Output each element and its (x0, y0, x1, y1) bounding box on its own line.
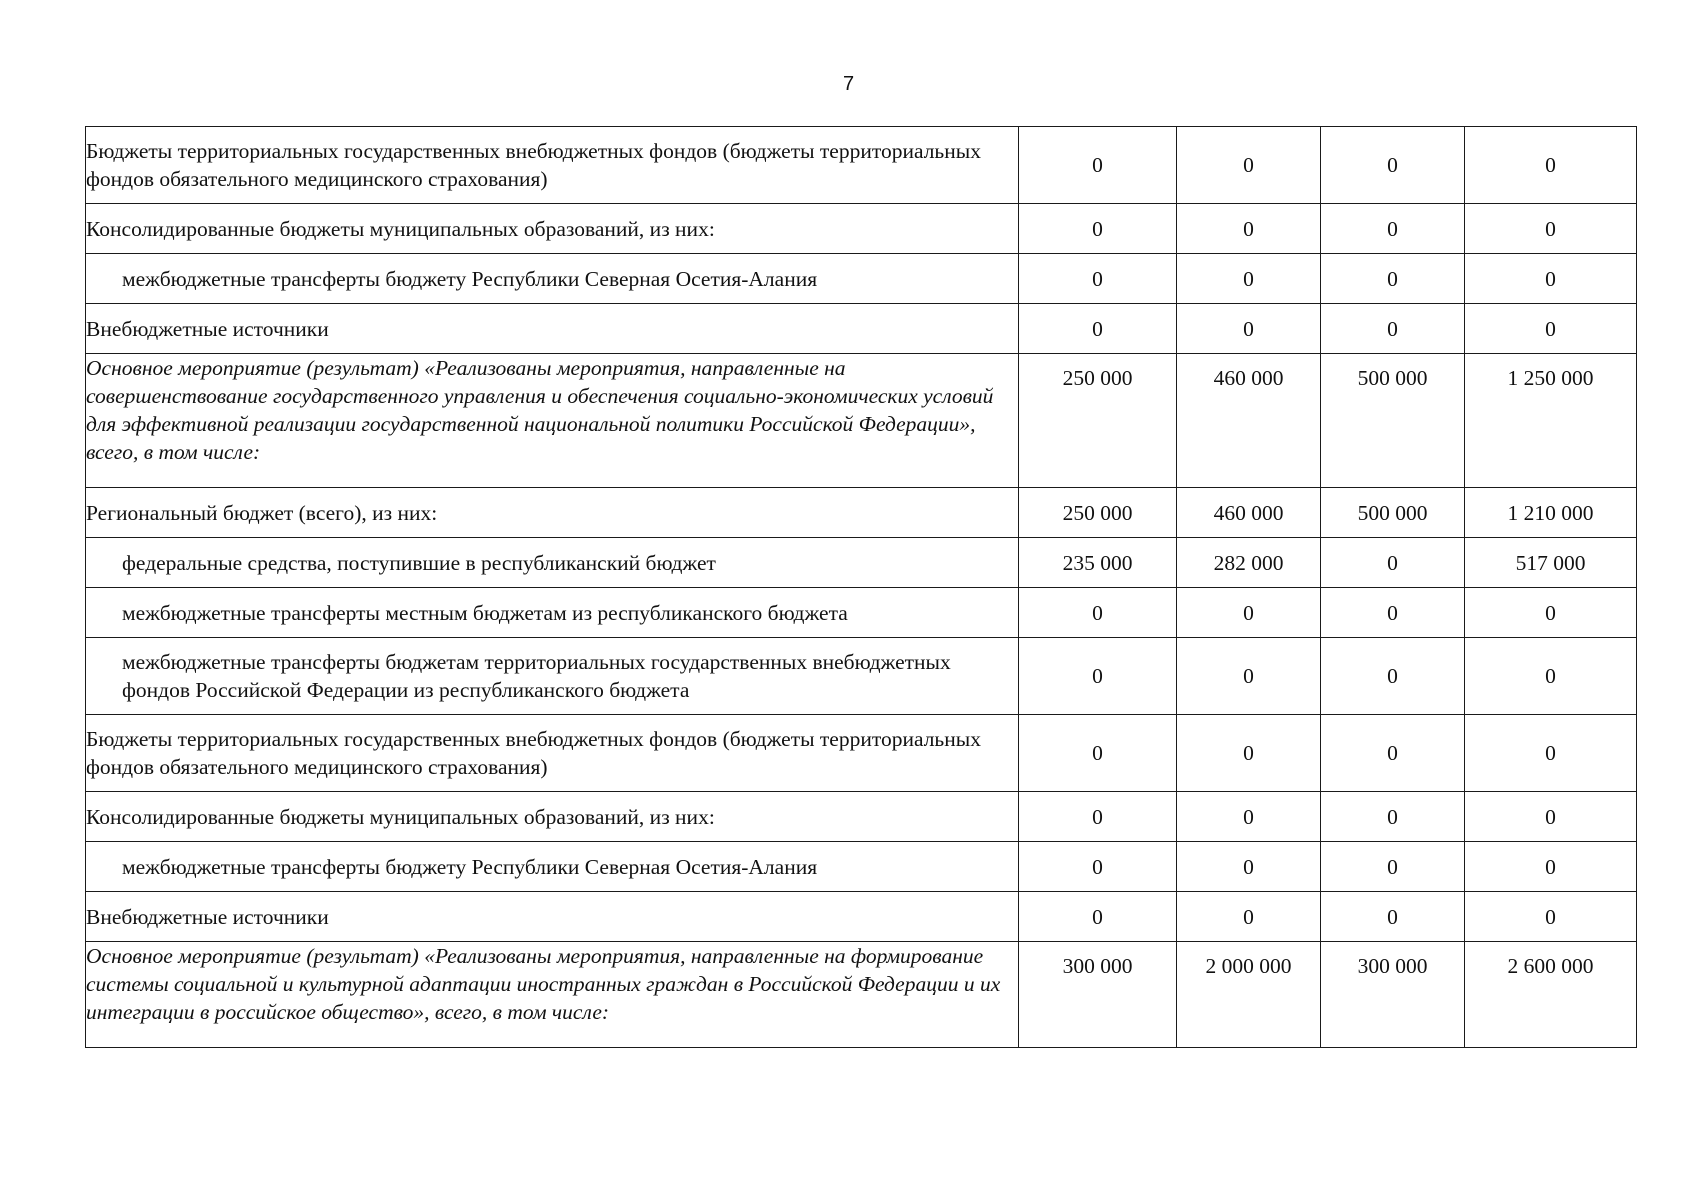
row-value-2: 0 (1177, 842, 1321, 892)
row-value-total: 517 000 (1465, 538, 1637, 588)
row-name: межбюджетные трансферты бюджету Республики Северная Осетия-Алания (86, 842, 1019, 892)
row-value-3: 0 (1321, 842, 1465, 892)
row-value-2: 0 (1177, 204, 1321, 254)
table-row (86, 792, 1637, 842)
row-name: Бюджеты территориальных государственных внебюджетных фондов (бюджеты территориальных фондов обязательного медицинского страхования) (86, 715, 1019, 792)
row-value-1: 0 (1019, 304, 1177, 354)
row-value-1: 250 000 (1019, 488, 1177, 538)
row-name: Консолидированные бюджеты муниципальных образований, из них: (86, 204, 1019, 254)
row-value-1: 300 000 (1019, 942, 1177, 1048)
row-value-1: 250 000 (1019, 354, 1177, 488)
row-value-1: 235 000 (1019, 538, 1177, 588)
table-row (86, 942, 1637, 1048)
row-value-3: 500 000 (1321, 488, 1465, 538)
budget-table (85, 126, 1637, 1048)
row-value-2: 0 (1177, 792, 1321, 842)
row-value-total: 2 600 000 (1465, 942, 1637, 1048)
row-value-1: 0 (1019, 792, 1177, 842)
table-row (86, 538, 1637, 588)
row-value-total: 1 210 000 (1465, 488, 1637, 538)
table-row (86, 588, 1637, 638)
row-value-2: 0 (1177, 715, 1321, 792)
row-name: Региональный бюджет (всего), из них: (86, 488, 1019, 538)
row-value-3: 0 (1321, 892, 1465, 942)
row-value-total: 0 (1465, 792, 1637, 842)
row-value-total: 0 (1465, 842, 1637, 892)
table-row (86, 127, 1637, 204)
row-value-2: 0 (1177, 638, 1321, 715)
row-value-3: 0 (1321, 254, 1465, 304)
row-name: Основное мероприятие (результат) «Реализованы мероприятия, направленные на формирование системы социальной и культурной адаптации иностранных граждан в Российской Федерации и их интеграции в российское общество», всего, в том числе: (86, 942, 1019, 1048)
row-name: Бюджеты территориальных государственных внебюджетных фондов (бюджеты территориальных фондов обязательного медицинского страхования) (86, 127, 1019, 204)
row-value-2: 0 (1177, 892, 1321, 942)
row-value-total: 0 (1465, 254, 1637, 304)
row-value-total: 0 (1465, 715, 1637, 792)
row-value-total: 0 (1465, 304, 1637, 354)
row-name: Основное мероприятие (результат) «Реализованы мероприятия, направленные на совершенствование государственного управления и обеспечения социально-экономических условий для эффективной реализации государственной национальной политики Российской Федерации», всего, в том числе: (86, 354, 1019, 488)
row-value-1: 0 (1019, 892, 1177, 942)
row-value-total: 0 (1465, 892, 1637, 942)
table-row (86, 304, 1637, 354)
row-value-1: 0 (1019, 204, 1177, 254)
row-value-3: 300 000 (1321, 942, 1465, 1048)
row-value-2: 0 (1177, 304, 1321, 354)
row-value-2: 2 000 000 (1177, 942, 1321, 1048)
row-value-1: 0 (1019, 588, 1177, 638)
row-value-3: 500 000 (1321, 354, 1465, 488)
row-name: межбюджетные трансферты бюджетам территориальных государственных внебюджетных фондов Российской Федерации из республиканского бюджета (86, 638, 1019, 715)
row-value-3: 0 (1321, 792, 1465, 842)
row-value-1: 0 (1019, 842, 1177, 892)
table-row (86, 892, 1637, 942)
row-name: Внебюджетные источники (86, 892, 1019, 942)
row-value-total: 0 (1465, 127, 1637, 204)
row-value-3: 0 (1321, 204, 1465, 254)
table-row (86, 354, 1637, 488)
row-value-total: 0 (1465, 638, 1637, 715)
row-value-2: 0 (1177, 127, 1321, 204)
row-name: Внебюджетные источники (86, 304, 1019, 354)
row-value-2: 282 000 (1177, 538, 1321, 588)
row-value-1: 0 (1019, 638, 1177, 715)
row-value-2: 460 000 (1177, 488, 1321, 538)
row-value-total: 0 (1465, 204, 1637, 254)
row-value-3: 0 (1321, 638, 1465, 715)
table-row (86, 638, 1637, 715)
row-value-1: 0 (1019, 715, 1177, 792)
row-value-3: 0 (1321, 588, 1465, 638)
row-value-3: 0 (1321, 715, 1465, 792)
page-number: 7 (842, 73, 855, 95)
row-value-3: 0 (1321, 538, 1465, 588)
row-name: федеральные средства, поступившие в республиканский бюджет (86, 538, 1019, 588)
table-row (86, 204, 1637, 254)
row-name: межбюджетные трансферты бюджету Республики Северная Осетия-Алания (86, 254, 1019, 304)
row-name: межбюджетные трансферты местным бюджетам из республиканского бюджета (86, 588, 1019, 638)
row-value-3: 0 (1321, 127, 1465, 204)
table-row (86, 842, 1637, 892)
table-row (86, 715, 1637, 792)
row-value-1: 0 (1019, 254, 1177, 304)
row-value-3: 0 (1321, 304, 1465, 354)
row-value-2: 460 000 (1177, 354, 1321, 488)
row-value-total: 0 (1465, 588, 1637, 638)
row-value-total: 1 250 000 (1465, 354, 1637, 488)
row-value-1: 0 (1019, 127, 1177, 204)
row-name: Консолидированные бюджеты муниципальных образований, из них: (86, 792, 1019, 842)
table-row (86, 488, 1637, 538)
row-value-2: 0 (1177, 254, 1321, 304)
row-value-2: 0 (1177, 588, 1321, 638)
table-row (86, 254, 1637, 304)
